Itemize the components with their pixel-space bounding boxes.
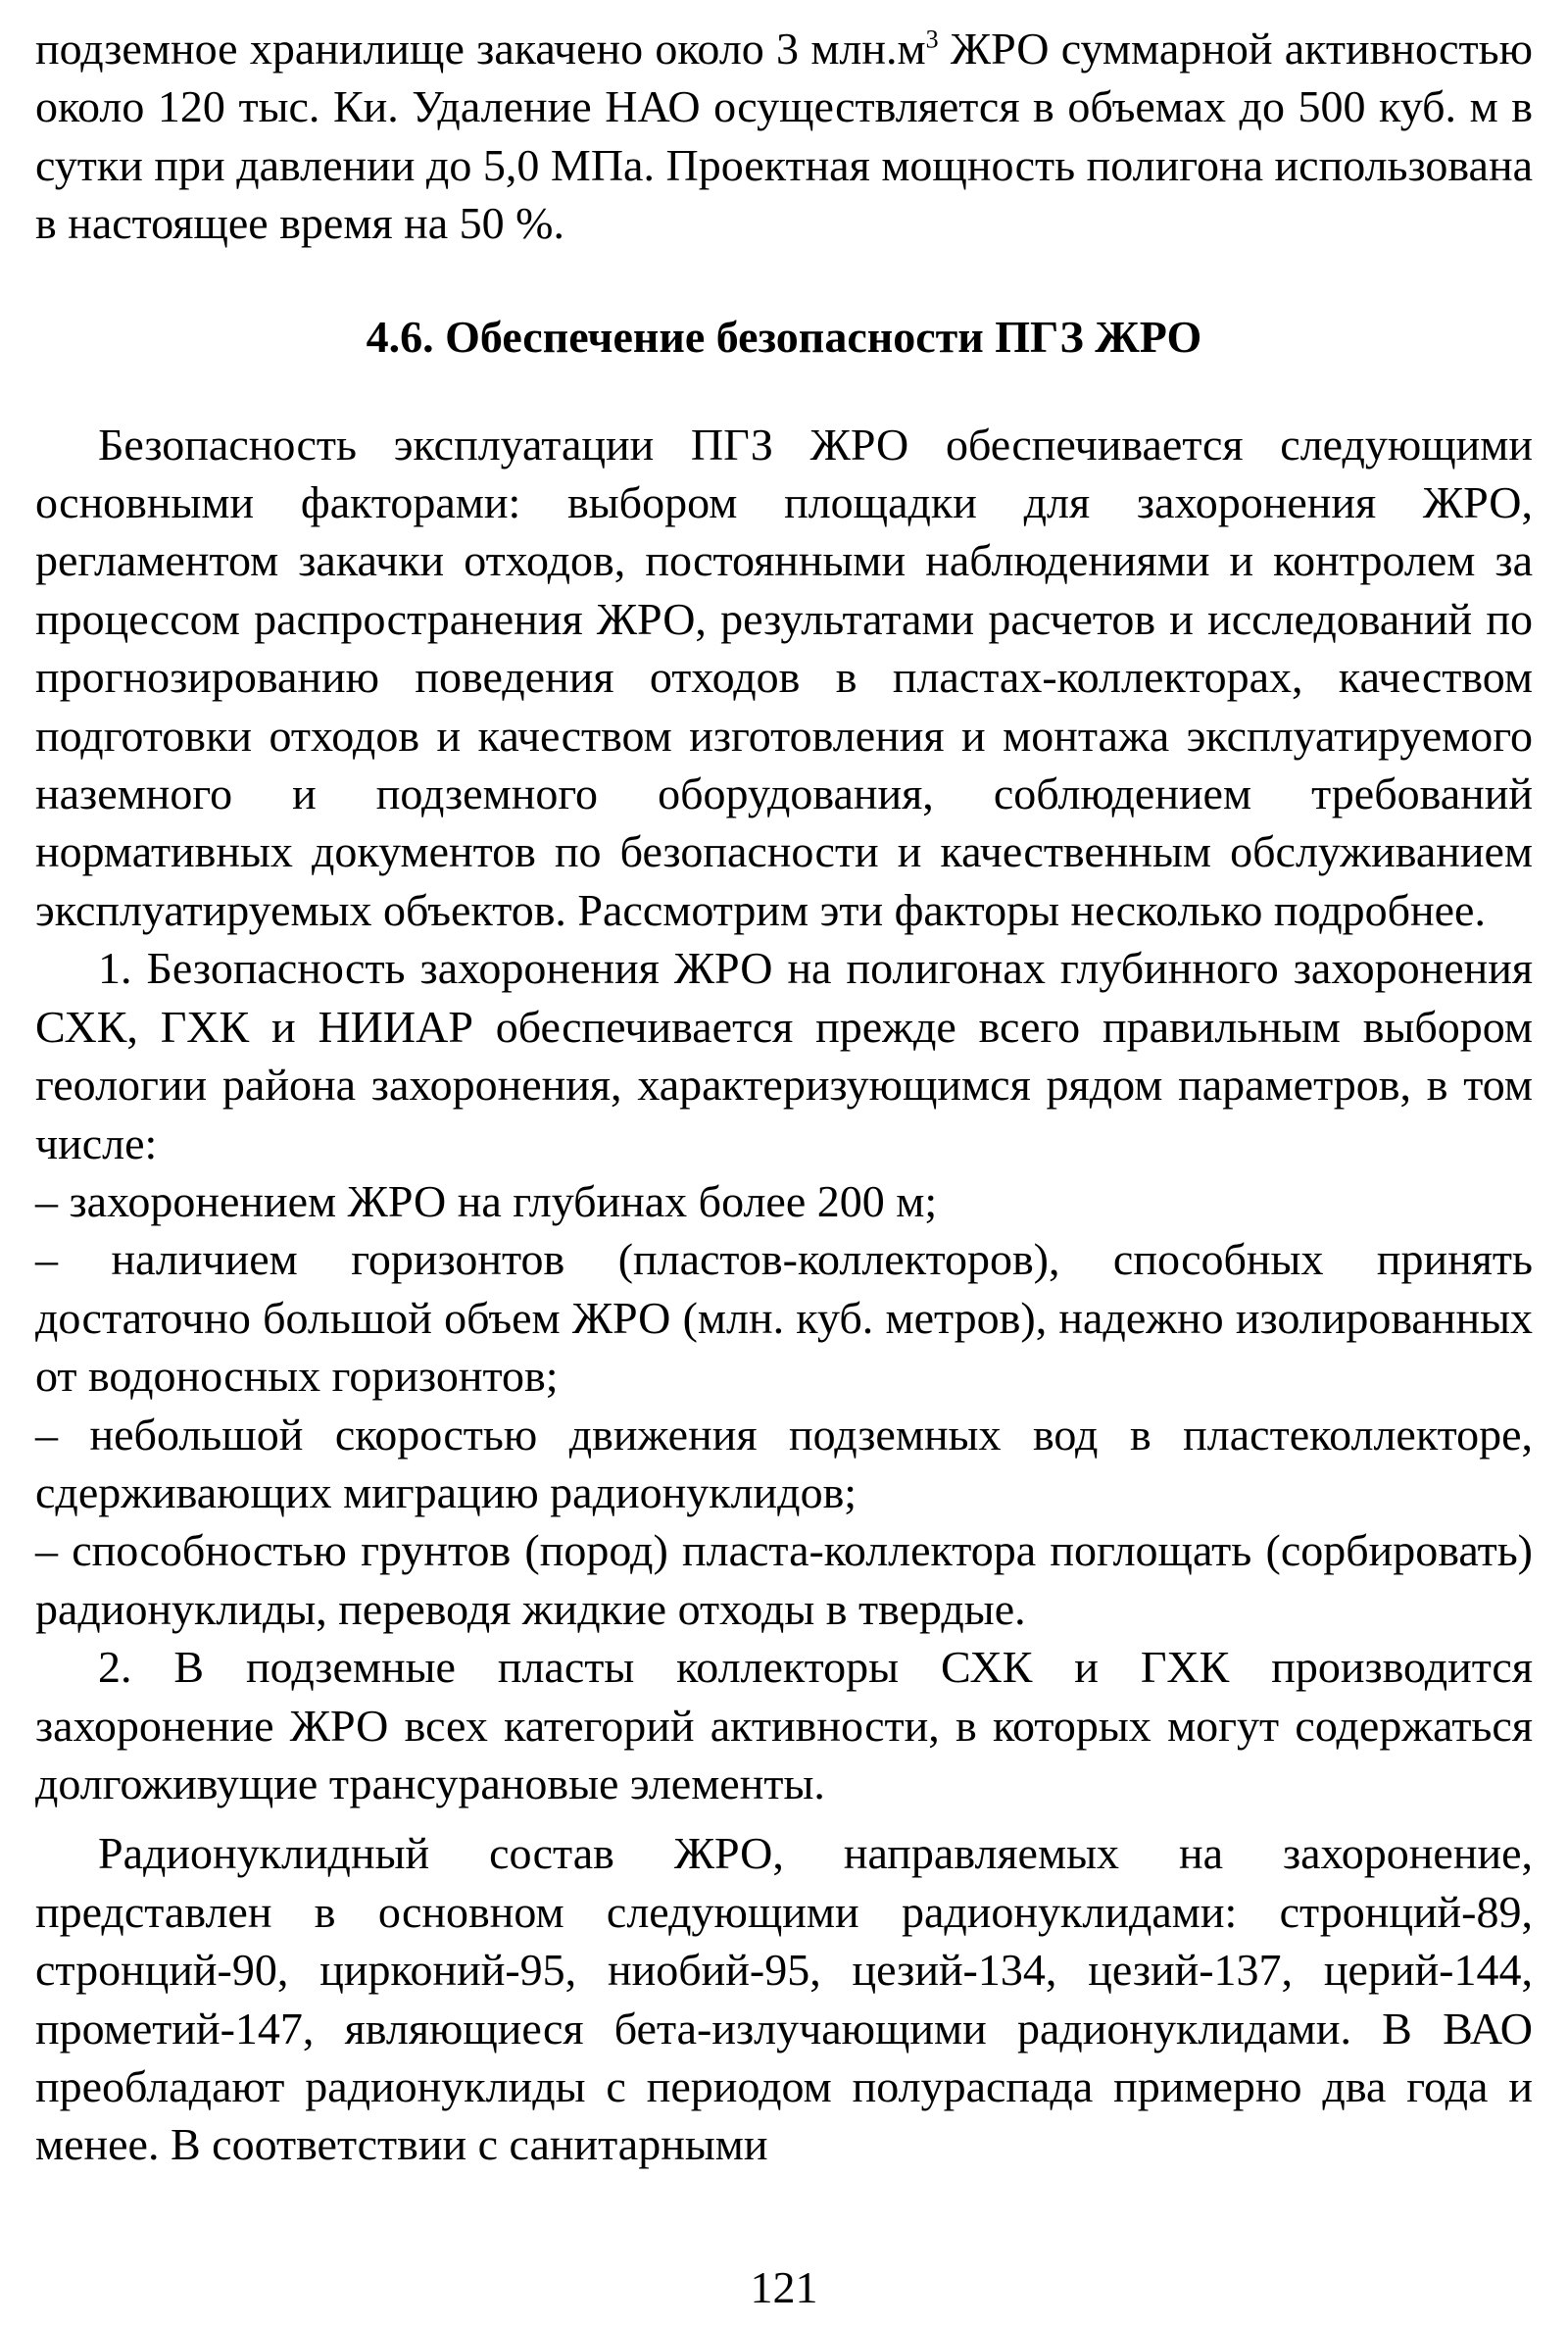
intro-paragraph	[35, 20, 1533, 253]
paragraph-item-1: 1. Безопасность захоронения ЖРО на полигонах глубинного захоронения СХК, ГХК и НИИАР обеспечивается прежде всего правильным выбором геологии района захоронения, характеризующимся рядом параметров, в том числе:	[35, 943, 1533, 1168]
paragraph-safety-factors: Безопасность эксплуатации ПГЗ ЖРО обеспечивается следующими основными факторами: выбором площадки для захоронения ЖРО, регламентом закачки отходов, постоянными наблюдениями и контролем за процессом распространения ЖРО, результатами расчетов и исследований по прогнозированию поведения отходов в пластах-коллекторах, качеством подготовки отходов и качеством изготовления и монтажа эксплуатируемого наземного и подземного оборудования, соблюдением требований нормативных документов по безопасности и качественным обслуживанием эксплуатируемых объектов. Рассмотрим эти факторы несколько подробнее.	[35, 419, 1533, 935]
superscript-exponent: 3	[925, 25, 939, 54]
list-item-depth: – захоронением ЖРО на глубинах более 200 м;	[35, 1175, 938, 1226]
document-body	[35, 20, 1533, 2174]
list-item-groundwater: – небольшой скоростью движения подземных вод в пластеколлекторе, сдерживающих миграцию радионуклидов;	[35, 1409, 1533, 1517]
document-page	[35, 0, 1533, 2326]
section-heading: 4.6. Обеспечение безопасности ПГЗ ЖРО	[366, 311, 1202, 362]
list-item-sorption: – способностью грунтов (пород) пласта-коллектора поглощать (сорбировать) радионуклиды, переводя жидкие отходы в твердые.	[35, 1525, 1533, 1634]
paragraph-item-2: 2. В подземные пласты коллекторы СХК и ГХК производится захоронение ЖРО всех категорий активности, в которых могут содержаться долгоживущие трансурановые элементы.	[35, 1642, 1533, 1808]
intro-text-end: ЖРО суммарной активностью около 120 тыс. Ки. Удаление НАО осуществляется в объемах до 500 куб. м в сутки при давлении до 5,0 МПа. Проектная мощность полигона использована в настоящее время на 50 %.	[35, 24, 1533, 249]
page-number: 121	[750, 2262, 818, 2312]
intro-text-start: подземное хранилище закачено около 3 млн.м	[35, 24, 926, 74]
list-item-horizons: – наличием горизонтов (пластов-коллекторов), способных принять достаточно большой объем ЖРО (млн. куб. метров), надежно изолированных от водоносных горизонтов;	[35, 1234, 1533, 1402]
paragraph-radionuclide-composition: Радионуклидный состав ЖРО, направляемых на захоронение, представлен в основном следующими радионуклидами: стронций-89, стронций-90, цирконий-95, ниобий-95, цезий-134, цезий-137, церий-144, прометий-147, являющиеся бета-излучающими радионуклидами. В ВАО преобладают радионуклиды с периодом полураспада примерно два года и менее. В соответствии с санитарными	[35, 1828, 1533, 2170]
